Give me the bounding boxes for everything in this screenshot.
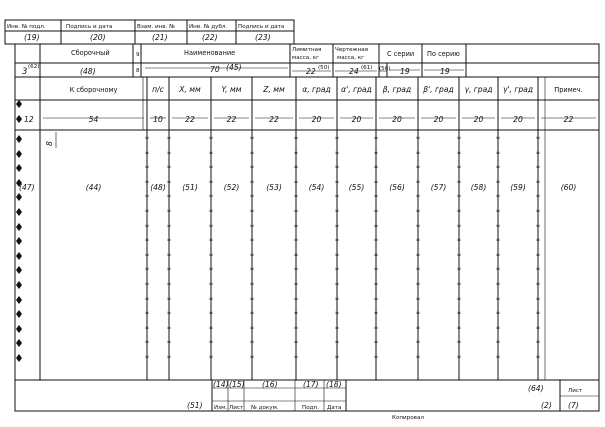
limit-mass-label-2: масса, кг [292,55,320,61]
asterisk-icon: * [294,193,298,202]
asterisk-icon: * [209,339,213,348]
column-header-8: β, град [382,85,412,94]
asterisk-icon: * [145,208,149,217]
column-number-3: (51) [182,183,198,192]
copied-label: Копировал [392,415,424,421]
asterisk-icon: * [536,179,540,188]
column-header-9: β', град [423,85,454,94]
asterisk-icon: * [416,164,420,173]
top-number-19: (19) [24,33,40,42]
row-marker-icon [16,135,22,143]
asterisk-icon: * [145,150,149,159]
asterisk-icon: * [416,237,420,246]
asterisk-icon: * [335,296,339,305]
asterisk-icon: * [209,193,213,202]
asterisk-icon: * [536,150,540,159]
left-width: 12 [24,115,34,124]
asterisk-icon: * [496,223,500,232]
name-label: Наименование [184,49,236,57]
asterisk-icon: * [335,266,339,275]
drawing-mass-label-1: Чертежная [335,47,369,53]
row-marker-icon [16,281,22,289]
sheet-label: Лист [568,388,583,394]
asterisk-icon: * [496,179,500,188]
asterisk-icon: * [294,237,298,246]
asterisk-icon: * [335,193,339,202]
asterisk-icon: * [250,223,254,232]
asterisk-icon: * [294,339,298,348]
column-width-5: 22 [269,115,279,124]
row-marker-icon [16,339,22,347]
asterisk-icon: * [374,281,378,290]
top-number-22: (22) [202,33,218,42]
column-number-10: (58) [470,183,487,192]
asterisk-icon: * [416,223,420,232]
row-marker-icon [16,164,22,172]
asterisk-icon: * [250,339,254,348]
row-height-dim: 8 [45,141,54,146]
asterisk-icon: * [536,208,540,217]
asterisk-icon: * [374,266,378,275]
asterisk-icon: * [457,164,461,173]
column-header-2: п/с [152,85,164,94]
asterisk-icon: * [457,252,461,261]
asterisk-icon: * [250,208,254,217]
asterisk-icon: * [536,354,540,363]
asterisk-icon: * [250,164,254,173]
asterisk-icon: * [374,193,378,202]
asterisk-icon: * [536,223,540,232]
asterisk-icon: * [374,135,378,144]
sig-label-date: Дата [327,405,342,411]
asterisk-icon: * [374,310,378,319]
asterisk-icon: * [416,179,420,188]
asterisk-icon: * [167,339,171,348]
title-number-15: (15) [229,380,245,389]
left-code: 3 [22,66,28,76]
asterisk-icon: * [335,339,339,348]
asterisk-icon: * [374,164,378,173]
column-header-5: Z, мм [263,85,285,94]
asterisk-icon: * [294,135,298,144]
asterisk-icon: * [496,237,500,246]
row-marker-icon [16,237,22,245]
asterisk-icon: * [167,179,171,188]
inv-duplicate-header: Инв. № дубл. [189,24,228,30]
asterisk-icon: * [416,150,420,159]
asterisk-icon: * [167,193,171,202]
asterisk-icon: * [250,135,254,144]
column-header-4: Y, мм [221,85,242,94]
asterisk-icon: * [250,193,254,202]
asterisk-icon: * [536,296,540,305]
drawing-sup: (61) [361,65,373,71]
asterisk-icon: * [374,354,378,363]
sheet-number-b: (7) [568,401,579,410]
asterisk-icon: * [250,296,254,305]
asterisk-icon: * [496,150,500,159]
asterisk-icon: * [209,296,213,305]
small-8a: 8 [136,68,140,74]
column-number-8: (56) [389,183,405,192]
to-series-label: По серию [427,50,460,58]
asterisk-icon: * [335,310,339,319]
column-width-9: 20 [433,115,444,124]
column-header-3: X, мм [179,85,201,94]
asterisk-icon: * [294,354,298,363]
asterisk-icon: * [294,281,298,290]
row-marker-icon [16,310,22,318]
top-number-21: (21) [152,33,168,42]
small-9a: 9 [136,52,140,58]
name-dim: 70 [210,65,220,74]
row-marker-icon [16,150,22,158]
asterisk-icon: * [250,325,254,334]
asterisk-icon: * [145,325,149,334]
asterisk-icon: * [496,266,500,275]
asterisk-icon: * [167,252,171,261]
asterisk-icon: * [536,281,540,290]
asterisk-icon: * [374,150,378,159]
row-marker-icon [16,296,22,304]
asterisk-icon: * [250,354,254,363]
asterisk-icon: * [250,237,254,246]
asterisk-icon: * [167,223,171,232]
asterisk-icon: * [374,179,378,188]
asterisk-icon: * [457,266,461,275]
replaces-inv-header: Взам. инв. № [137,24,175,30]
asterisk-icon: * [294,325,298,334]
asterisk-icon: * [374,296,378,305]
asterisk-icon: * [457,150,461,159]
asterisk-icon: * [416,193,420,202]
asterisk-icon: * [335,208,339,217]
asterisk-icon: * [250,281,254,290]
from-series-dim: 19 [400,67,410,76]
asterisk-icon: * [457,223,461,232]
top-number-23: (23) [255,33,271,42]
asterisk-icon: * [167,164,171,173]
column-width-row [43,115,596,124]
column-number-7: (55) [348,183,365,192]
asterisk-icon: * [496,252,500,261]
drawing-dim: 24 [349,67,359,76]
asterisk-icon: * [496,310,500,319]
asterisk-icon: * [167,310,171,319]
asterisk-icon: * [167,354,171,363]
limit-mass-label-1: Лимитная [292,47,322,53]
sig-label-sign: Подп. [302,405,319,411]
column-header-11: γ', град [502,85,534,94]
column-width-8: 20 [392,115,402,124]
asterisk-icon: * [335,150,339,159]
asterisk-icon: * [335,223,339,232]
asterisk-icon: * [496,135,500,144]
asterisk-icon: * [294,150,298,159]
asterisk-icon: * [457,310,461,319]
sheet-block [560,380,599,411]
asterisk-icon: * [145,310,149,319]
asterisk-icon: * [496,208,500,217]
column-width-12: 22 [563,115,574,124]
asterisk-icon: * [536,193,540,202]
asterisk-icon: * [416,135,420,144]
asterisk-icon: * [294,179,298,188]
name-num: (45) [226,63,242,72]
asterisk-icon: * [496,193,500,202]
asterisk-icon: * [167,281,171,290]
asterisk-icon: * [416,339,420,348]
asterisk-icon: * [145,296,149,305]
column-width-6: 20 [311,115,322,124]
asterisk-icon: * [145,193,149,202]
asterisk-icon: * [209,223,213,232]
asterisk-icon: * [374,223,378,232]
signature-date-header-2: Подпись и дата [238,24,285,30]
title-number-18: (18) [326,380,342,389]
asterisk-icon: * [536,252,540,261]
asterisk-icon: * [209,325,213,334]
column-number-6: (54) [308,183,325,192]
asterisk-icon: * [335,325,339,334]
asterisk-icon: * [167,150,171,159]
asterisk-icon: * [145,164,149,173]
asterisk-icon: * [209,354,213,363]
asterisk-icon: * [416,354,420,363]
asterisk-icon: * [496,281,500,290]
asterisk-icon: * [335,354,339,363]
column-number-4: (52) [223,183,240,192]
asterisk-icon: * [145,339,149,348]
asterisk-icon: * [416,266,420,275]
to-series-dim: 19 [440,67,450,76]
row-marker-icon [16,354,22,362]
column-header-6: α, град [302,85,331,94]
asterisk-icon: * [209,135,213,144]
main-frame [15,44,599,411]
column-width-2: 10 [153,115,163,124]
asterisk-icon: * [536,325,540,334]
asterisk-icon: * [294,223,298,232]
asterisk-icon: * [457,237,461,246]
asterisk-icon: * [374,339,378,348]
row-marker-icon [16,208,22,216]
row-marker-icon [16,266,22,274]
footer-left-number: (51) [187,401,203,410]
signature-date-header-1: Подпись и дата [66,24,113,30]
asterisk-icon: * [374,208,378,217]
asterisk-icon: * [374,252,378,261]
row-marker-icon [16,115,22,123]
asterisk-icon: * [209,281,213,290]
assembly-label: Сборочный [71,49,110,57]
asterisk-icon: * [167,208,171,217]
asterisk-icon: * [250,266,254,275]
asterisk-icon: * [335,237,339,246]
asterisk-icon: * [209,266,213,275]
asterisk-icon: * [250,310,254,319]
column-width-7: 20 [351,115,362,124]
asterisk-icon: * [457,354,461,363]
asterisk-icon: * [536,164,540,173]
asterisk-icon: * [457,325,461,334]
asterisk-icon: * [209,179,213,188]
limit-dim: 22 [306,67,316,76]
asterisk-icon: * [457,296,461,305]
footer-right-number: (64) [528,384,544,393]
asterisk-icon: * [250,179,254,188]
asterisk-icon: * [145,237,149,246]
asterisk-icon: * [457,339,461,348]
asterisk-icon: * [250,150,254,159]
asterisk-icon: * [294,164,298,173]
row-marker-icon [16,223,22,231]
asterisk-icon: * [145,354,149,363]
asterisk-icon: * [167,325,171,334]
asterisk-icon: * [250,252,254,261]
column-number-9: (57) [430,183,447,192]
asterisk-icon: * [374,325,378,334]
top-number-20: (20) [90,33,106,42]
column-width-11: 20 [513,115,523,124]
asterisk-icon: * [457,179,461,188]
column-header-7: α', град [341,85,372,94]
title-number-17: (17) [303,380,319,389]
column-header-1: К сборочному [69,86,118,94]
inv-original-header: Инв. № подл. [7,24,46,30]
asterisk-icon: * [167,296,171,305]
asterisk-icon: * [209,164,213,173]
asterisk-icon: * [145,179,149,188]
row-marker-icon [16,325,22,333]
column-header-12: Примеч. [554,86,583,94]
asterisk-icon: * [209,252,213,261]
asterisk-icon: * [536,339,540,348]
asterisk-icon: * [374,237,378,246]
asterisk-icon: * [457,208,461,217]
asterisk-icon: * [536,237,540,246]
row-marker-icon [16,252,22,260]
asterisk-icon: * [496,296,500,305]
asterisk-icon: * [167,237,171,246]
sig-label-change: Изм. [214,405,228,411]
asterisk-icon: * [145,266,149,275]
asterisk-icon: * [416,310,420,319]
column-header-10: γ, град [464,85,493,94]
asterisk-icon: * [294,296,298,305]
asterisk-icon: * [335,135,339,144]
asterisk-icon: * [335,281,339,290]
column-number-5: (53) [266,183,282,192]
asterisk-icon: * [416,296,420,305]
asterisk-icon: * [457,281,461,290]
column-width-3: 22 [185,115,195,124]
asterisk-icon: * [294,266,298,275]
asterisk-icon: * [457,193,461,202]
asterisk-icon: * [335,179,339,188]
asterisk-icon: * [335,164,339,173]
column-width-10: 20 [473,115,484,124]
asterisk-icon: * [294,208,298,217]
row-marker-icon [16,193,22,201]
column-width-4: 22 [226,115,237,124]
asterisk-icon: * [496,354,500,363]
sig-label-doc: № докум. [251,405,279,411]
asterisk-icon: * [294,252,298,261]
asterisk-icon: * [209,150,213,159]
asterisk-icon: * [496,339,500,348]
asterisk-icon: * [536,135,540,144]
from-series-label: С серии [387,50,415,58]
sheet-number-a: (2) [541,401,552,410]
asterisk-icon: * [416,252,420,261]
column-number-1: (44) [85,183,102,192]
asterisk-icon: * [536,310,540,319]
asterisk-icon: * [457,135,461,144]
asterisk-icon: * [496,325,500,334]
title-number-16: (16) [262,380,278,389]
sig-label-sheet: Лист [229,405,244,411]
asterisk-icon: * [416,281,420,290]
asterisk-icon: * [294,310,298,319]
column-width-1: 54 [88,115,99,124]
asterisk-icon: * [496,164,500,173]
column-number-2: (48) [150,183,166,192]
asterisk-icon: * [209,208,213,217]
title-number-14: (14) [213,380,229,389]
column-number-12: (60) [560,183,577,192]
left-number: (47) [19,183,35,192]
row-marker-icon [16,100,22,108]
asterisk-icon: * [145,281,149,290]
asterisk-icon: * [145,223,149,232]
box-sup: (56) [379,66,391,72]
column-number-11: (59) [510,183,526,192]
left-code-sup: (62) [28,64,40,70]
drawing-mass-label-2: масса, кг [337,55,365,61]
asterisk-icon: * [167,266,171,275]
limit-sup: (50) [318,65,330,71]
assembly-number: (48) [80,67,96,76]
asterisk-icon: * [335,252,339,261]
asterisk-icon: * [209,237,213,246]
asterisk-icon: * [536,266,540,275]
column-number-row [86,183,577,192]
asterisk-icon: * [416,325,420,334]
asterisk-icon: * [167,135,171,144]
asterisk-icon: * [416,208,420,217]
asterisk-icon: * [209,310,213,319]
asterisk-icon: * [145,135,149,144]
asterisk-icon: * [145,252,149,261]
